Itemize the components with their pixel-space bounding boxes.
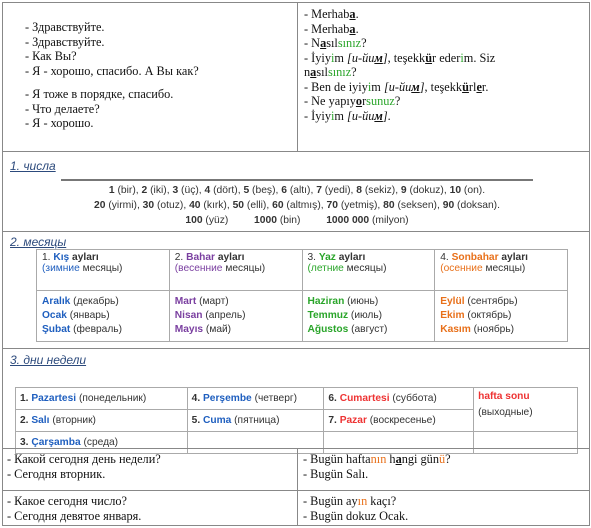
- season-spring: 2. Bahar ayları (весенние месяцы): [169, 250, 302, 291]
- tr-line: - Nasılsınız?: [304, 36, 367, 50]
- ru-line: - Я - хорошо, спасибо. А Вы как?: [25, 63, 199, 78]
- ru-line: - Что делаете?: [25, 101, 100, 116]
- ru-answer: - Сегодня вторник.: [7, 466, 106, 481]
- number-item: 9 (dokuz): [400, 185, 444, 196]
- day-saturday: 6. Cumartesi (суббота): [324, 388, 474, 410]
- number-item: 8 (sekiz): [356, 185, 396, 196]
- tr-question: - Bugün haftanın hangi günü?: [303, 452, 451, 466]
- season-autumn: 4. Sonbahar ayları (осенние месяцы): [435, 250, 568, 291]
- number-item: 1 (bir): [108, 185, 136, 196]
- qa-weekday: [3, 448, 589, 491]
- days-table: [15, 387, 578, 454]
- number-item: 1000 000 (milyon): [326, 215, 409, 226]
- dialogue-turkish: [304, 7, 574, 123]
- ru-line: - Здравствуйте.: [25, 34, 105, 49]
- number-item: 90 (doksan).: [442, 200, 500, 211]
- ru-line: - Я тоже в порядке, спасибо.: [25, 87, 174, 101]
- day-friday: 5. Cuma (пятница): [187, 410, 324, 432]
- tr-line: - Ne yapıyorsunuz?: [304, 94, 401, 108]
- winter-months: Aralık (декабрь) Ocak (январь) Şubat (февраль): [37, 291, 170, 342]
- tr-question: - Bugün ayın kaçı?: [303, 494, 397, 508]
- day-thursday: 4. Perşembe (четверг): [187, 388, 324, 410]
- number-item: 100 (yüz): [185, 215, 229, 226]
- tr-line: - İyiyim [и-йим].: [304, 108, 391, 123]
- day-wednesday: 3. Çarşamba (среда): [16, 432, 188, 454]
- summer-months: Haziran (июнь) Temmuz (июль) Ağustos (август): [302, 291, 435, 342]
- ru-answer: - Сегодня девятое января.: [7, 508, 142, 523]
- divider: [3, 348, 589, 349]
- section-title-days: 3. дни недели: [10, 353, 87, 367]
- dialogue-russian: [25, 20, 295, 131]
- divider: [3, 231, 589, 232]
- tr-line: nasılsınız?: [304, 65, 357, 79]
- page-frame: [2, 2, 590, 526]
- tr-answer: - Bugün Salı.: [303, 466, 369, 481]
- tr-line: - Ben de iyiyim [и-йим], teşekkürler.: [304, 79, 489, 94]
- day-tuesday: 2. Salı (вторник): [16, 410, 188, 432]
- number-item: 40 (kırk): [189, 200, 227, 211]
- numbers-line: 1 (bir), 2 (iki), 3 (üç), 4 (dört), 5 (beş), 6 (altı), 7 (yedi), 8 (sekiz), 9 (dokuz), 10 (on).: [108, 185, 486, 196]
- number-item: 2 (iki): [141, 185, 167, 196]
- section-title-numbers: 1. числа: [10, 159, 56, 173]
- tr-line: - İyiyim [и-йим], teşekkür ederim. Siz: [304, 50, 496, 65]
- tr-line: - Merhaba.: [304, 7, 359, 21]
- day-monday: 1. Pazartesi (понедельник): [16, 388, 188, 410]
- column-divider: [297, 3, 298, 151]
- qa-date: [3, 490, 589, 526]
- autumn-months: Eylül (сентябрь) Ekim (октябрь) Kasım (ноябрь): [435, 291, 568, 342]
- spring-months: Mart (март) Nisan (апрель) Mayıs (май): [169, 291, 302, 342]
- number-item: 5 (beş): [243, 185, 276, 196]
- months-table: [36, 249, 568, 342]
- number-item: 4 (dört): [204, 185, 238, 196]
- season-winter: 1. Kış ayları (зимние месяцы): [37, 250, 170, 291]
- tr-answer: - Bugün dokuz Ocak.: [303, 508, 409, 523]
- number-item: 1000 (bin): [254, 215, 301, 226]
- season-summer: 3. Yaz ayları (летние месяцы): [302, 250, 435, 291]
- number-item: 3 (üç): [172, 185, 199, 196]
- tr-line: - Merhaba.: [304, 21, 359, 36]
- number-item: 20 (yirmi): [94, 200, 137, 211]
- ru-line: - Как Вы?: [25, 49, 77, 63]
- number-item: 10 (on).: [449, 185, 486, 196]
- ru-line: - Я - хорошо.: [25, 116, 94, 130]
- number-item: 60 (altmış): [272, 200, 321, 211]
- ru-question: - Какое сегодня число?: [7, 494, 127, 508]
- number-item: 70 (yetmiş): [326, 200, 378, 211]
- numbers-block: [61, 179, 533, 228]
- dialogue-block: [3, 3, 589, 152]
- numbers-line: 20 (yirmi), 30 (otuz), 40 (kırk), 50 (elli), 60 (altmış), 70 (yetmiş), 80 (seksen), 90 (doksan).: [94, 200, 500, 211]
- numbers-line: [61, 213, 533, 228]
- number-item: 80 (seksen): [383, 200, 437, 211]
- ru-question: - Какой сегодня день недели?: [7, 452, 161, 466]
- section-title-months: 2. месяцы: [10, 235, 67, 249]
- number-item: 50 (elli): [232, 200, 267, 211]
- number-item: 30 (otuz): [142, 200, 184, 211]
- day-sunday: 7. Pazar (воскресенье): [324, 410, 474, 432]
- ru-line: - Здравствуйте.: [25, 20, 105, 34]
- number-item: 6 (altı): [281, 185, 311, 196]
- weekend-cell: hafta sonu (выходные): [474, 388, 578, 432]
- number-item: 7 (yedi): [316, 185, 351, 196]
